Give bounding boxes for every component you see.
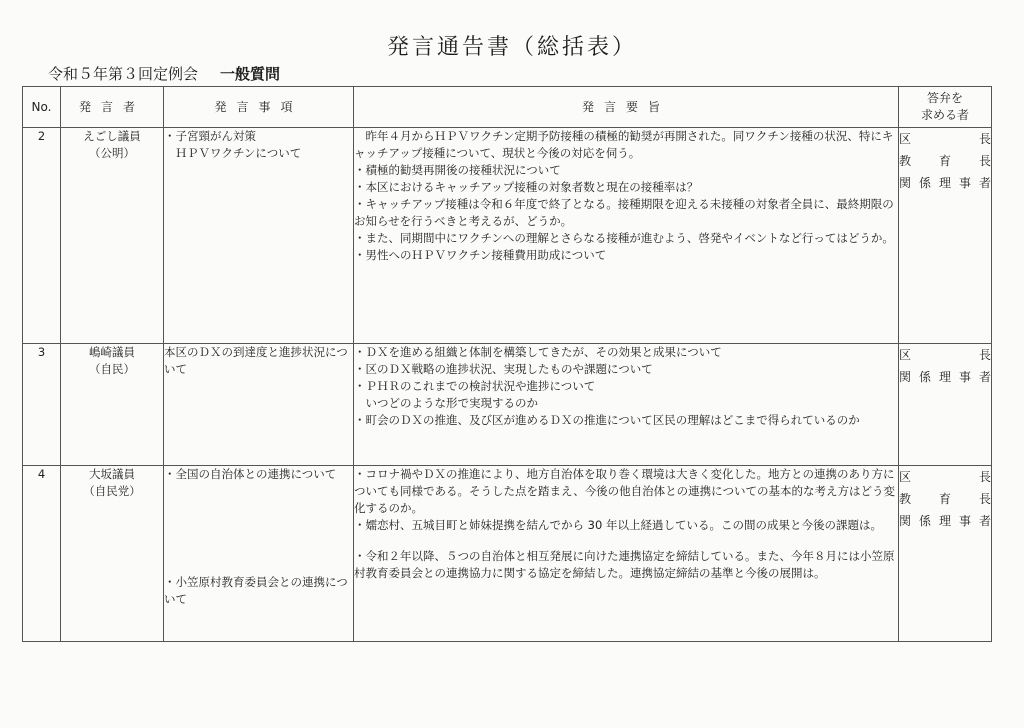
col-header-content-text: 発言要旨 <box>581 99 670 114</box>
speech-item: ・小笠原村教育委員会との連携について <box>164 575 348 606</box>
speaker-party: （自民） <box>89 362 135 376</box>
content-paragraph: ・コロナ禍やＤＸの推進により、地方自治体を取り巻く環境は大きく変化した。地方との連携のあり方についても同様である。そうした点を踏まえ、今後の他自治体との連携についての基本的な考え方はどう変化するのか。 <box>354 467 895 515</box>
content-paragraph: ・区のＤＸ戦略の進捗状況、実現したものや課題について <box>354 362 653 376</box>
question-type: 一般質問 <box>220 65 281 83</box>
respondent-char: 係 <box>918 370 931 384</box>
session-label: 令和５年第３回定例会 <box>48 65 199 83</box>
respondent <box>899 488 991 510</box>
col-header-speaker <box>61 87 164 128</box>
table-row <box>23 128 992 344</box>
respondents-cell <box>899 466 992 642</box>
table-row <box>23 466 992 642</box>
respondent-char: 理 <box>938 514 951 528</box>
speaker-name: 嶋崎議員 <box>89 345 135 359</box>
respondent-char: 長 <box>978 132 991 146</box>
col-header-items-text: 発言事項 <box>214 99 303 114</box>
notice-table <box>22 86 992 642</box>
respondent-char: 理 <box>938 176 951 190</box>
content-cell <box>354 344 899 466</box>
header-row <box>23 87 992 128</box>
respondent-char: 関 <box>899 176 912 190</box>
respondent-char: 事 <box>958 370 971 384</box>
respondent <box>899 366 991 388</box>
content-paragraph: ・本区におけるキャッチアップ接種の対象者数と現在の接種率は？ <box>354 180 699 194</box>
respondent-char: 者 <box>978 370 991 384</box>
content-paragraph: ・キャッチアップ接種は令和６年度で終了となる。接種期限を迎える未接種の対象者全員に、最終期限のお知らせを行うべきと考えるが、どうか。 <box>354 197 894 228</box>
respondent-char: 関 <box>899 514 912 528</box>
items-cell <box>164 128 354 344</box>
col-header-respondents-line2: 求める者 <box>920 108 969 122</box>
respondent-char: 教 <box>899 492 912 506</box>
respondent <box>899 510 991 532</box>
respondent-char: 理 <box>938 370 951 384</box>
respondent-char: 係 <box>918 514 931 528</box>
respondent-char: 育 <box>938 154 951 168</box>
respondent-char: 区 <box>899 470 912 484</box>
respondent-char: 区 <box>899 348 912 362</box>
content-paragraph: ・男性へのＨＰＶワクチン接種費用助成について <box>354 248 607 262</box>
col-header-content <box>354 87 899 128</box>
content-cell <box>354 466 899 642</box>
speaker-party: （公明） <box>89 146 135 160</box>
col-header-respondents-line1: 答弁を <box>926 91 963 105</box>
session-line <box>48 63 280 84</box>
content-paragraph: 昨年４月からＨＰＶワクチン定期予防接種の積極的勧奨が再開された。同ワクチン接種の状況、特にキャッチアップ接種について、現状と今後の対応を伺う。 <box>354 129 894 160</box>
content-paragraph: ・町会のＤＸの推進、及び区が進めるＤＸの推進について区民の理解はどこまで得られているのか <box>354 413 860 427</box>
speaker-name: 大坂議員 <box>89 467 135 481</box>
respondent-char: 事 <box>958 176 971 190</box>
col-header-items <box>164 87 354 128</box>
speaker-party: （自民党） <box>83 484 141 498</box>
respondent-char: 長 <box>978 492 991 506</box>
respondent-char: 者 <box>978 176 991 190</box>
content-paragraph: ・令和２年以降、５つの自治体と相互発展に向けた連携協定を締結している。また、今年８月には小笠原村教育委員会との連携協力に関する協定を締結した。連携協定締結の基準と今後の展開は。 <box>354 549 895 580</box>
respondent <box>899 466 991 488</box>
table-row <box>23 344 992 466</box>
speaker-cell <box>61 466 164 642</box>
speaker-name: えごし議員 <box>83 129 141 143</box>
speech-item: ・全国の自治体との連携について <box>164 467 337 481</box>
speech-item: ・子宮頸がん対策 ＨＰＶワクチンについて <box>164 129 302 160</box>
respondent <box>899 150 991 172</box>
respondent-char: 区 <box>899 132 912 146</box>
speaker-cell <box>61 344 164 466</box>
respondents-cell <box>899 128 992 344</box>
content-paragraph: ・嬬恋村、五城目町と姉妹提携を結んでから 30 年以上経過している。この間の成果と今後の課題は。 <box>354 518 882 532</box>
items-cell <box>164 466 354 642</box>
content-paragraph: ・ＤＸを進める組織と体制を構築してきたが、その効果と成果について <box>354 345 722 359</box>
col-header-respondents <box>899 87 992 128</box>
respondent <box>899 172 991 194</box>
col-header-no: No. <box>23 87 61 128</box>
respondent-char: 長 <box>978 348 991 362</box>
row-number: 4 <box>23 466 61 642</box>
respondent <box>899 344 991 366</box>
col-header-speaker-text: 発言者 <box>78 99 145 114</box>
content-paragraph: ・また、同期間中にワクチンへの理解とさらなる接種が進むよう、啓発やイベントなど行ってはどうか。 <box>354 231 894 245</box>
speaker-cell <box>61 128 164 344</box>
respondent-char: 事 <box>958 514 971 528</box>
content-paragraph: ・ＰＨＲのこれまでの検討状況や進捗について いつどのような形で実現するのか <box>354 379 596 410</box>
content-paragraph: ・積極的勧奨再開後の接種状況について <box>354 163 561 177</box>
respondents-cell <box>899 344 992 466</box>
respondent-char: 関 <box>899 370 912 384</box>
row-number: 3 <box>23 344 61 466</box>
document-title: 発言通告書（総括表） <box>386 35 637 60</box>
respondent-char: 係 <box>918 176 931 190</box>
respondent <box>899 128 991 150</box>
row-number: 2 <box>23 128 61 344</box>
respondent-char: 育 <box>938 492 951 506</box>
content-cell <box>354 128 899 344</box>
respondent-char: 長 <box>978 470 991 484</box>
respondent-char: 教 <box>899 154 912 168</box>
respondent-char: 長 <box>978 154 991 168</box>
items-cell <box>164 344 354 466</box>
respondent-char: 者 <box>978 514 991 528</box>
speech-item: 本区のＤＸの到達度と進捗状況について <box>164 345 348 376</box>
